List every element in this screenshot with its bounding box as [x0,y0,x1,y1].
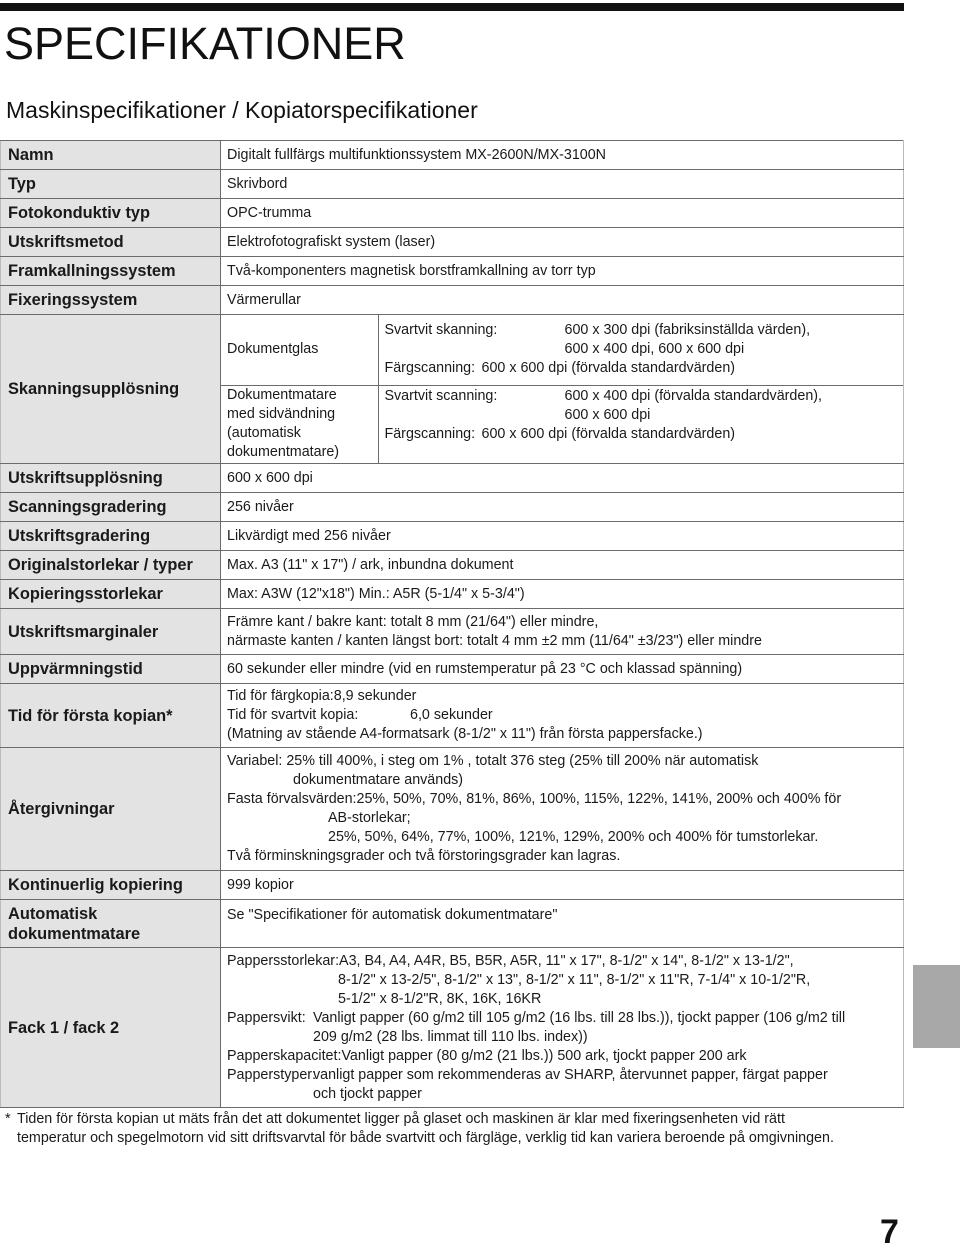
spec-row-fack [1,948,904,1108]
spec-label: Namn [1,141,221,170]
spec-row-uppvarmning [1,655,904,684]
spec-row-framkallning [1,257,904,286]
page-title: SPECIFIKATIONER [4,18,406,69]
spec-label: Fixeringssystem [1,286,221,315]
spec-value: Max. A3 (11" x 17") / ark, inbundna dokument [221,551,904,580]
spec-row-fotokonduktiv [1,199,904,228]
scan-row-glas [221,315,903,385]
spec-row-skanning [1,315,904,464]
spec-value: 600 x 600 dpi [221,464,904,493]
spec-value: Max: A3W (12"x18") Min.: A5R (5-1/4" x 5-3/4") [221,580,904,609]
spec-value: Likvärdigt med 256 nivåer [221,522,904,551]
spec-row-fixering [1,286,904,315]
spec-value: Skrivbord [221,170,904,199]
spec-label: Uppvärmningstid [1,655,221,684]
spec-label: Framkallningssystem [1,257,221,286]
spec-value: Variabel: 25% till 400%, i steg om 1% , totalt 376 steg (25% till 200% när automatisk dokumentmatare används) Fasta förvalsvärden:25%, 50%, 70%, 81%, 86%, 100%, 115%, 122%, 141%, 200% och 400% för AB-storlekar; 25%, 50%, 64%, 77%, 100%, 121%, 129%, 200% och 400% för tumstorlekar. Två förminskningsgrader och två förstoringsgrader kan lagras. [221,748,904,871]
spec-value: Se "Specifikationer för automatisk dokumentmatare" [221,900,904,948]
section-subtitle: Maskinspecifikationer / Kopiatorspecifikationer [6,97,478,123]
scan-source: Dokumentmatare med sidvändning (automatisk dokumentmatare) [221,385,378,463]
spec-label: Typ [1,170,221,199]
footnote [5,1110,905,1148]
spec-label: Tid för första kopian* [1,684,221,748]
scan-resolutions [378,315,903,385]
spec-row-utskriftsgradering [1,522,904,551]
text-line: 600 x 600 dpi [564,406,651,423]
text-line: Färgscanning: 600 x 600 dpi (förvalda standardvärden) [384,425,736,442]
spec-row-automatisk [1,900,904,948]
spec-value: 999 kopior [221,871,904,900]
page-number: 7 [880,1213,899,1249]
chapter-tab [913,965,960,1048]
spec-label: Kopieringsstorlekar [1,580,221,609]
spec-label: Automatisk dokumentmatare [1,900,221,948]
spec-row-utskriftsupplosning [1,464,904,493]
spec-label: Kontinuerlig kopiering [1,871,221,900]
spec-row-atergivningar [1,748,904,871]
spec-row-marginaler [1,609,904,655]
spec-value: Främre kant / bakre kant: totalt 8 mm (21/64") eller mindre, närmaste kanten / kanten längst bort: totalt 4 mm ±2 mm (11/64" ±3/23") eller mindre [221,609,904,655]
spec-value: Pappersstorlekar:A3, B4, A4, A4R, B5, B5R, A5R, 11" x 17", 8-1/2" x 14", 8-1/2" x 13-1/2", 8-1/2" x 13-2/5", 8-1/2" x 13", 8-1/2" x 11", 8-1/2" x 11"R, 7-1/4" x 10-1/2"R, 5-1/2" x 8-1/2"R, 8K, 16K, 16KR Pappersvikt: Vanligt papper (60 g/m2 till 105 g/m2 (16 lbs. till 28 lbs.)), tjockt papper (106 g/m2 till 209 g/m2 (28 lbs. limmat till 110 lbs. index)) Papperskapacitet:Vanligt papper (80 g/m2 (21 lbs.)) 500 ark, tjockt papper 200 ark Papperstyper:vanligt papper som rekommenderas av SHARP, återvunnet papper, färgat papper och tjockt papper [221,948,904,1108]
spec-value: 256 nivåer [221,493,904,522]
header-rule [0,3,904,11]
scan-row-adf [221,385,903,463]
spec-value: Värmerullar [221,286,904,315]
footnote-line: temperatur och spegelmotorn vid sitt driftsvarvtal för både svartvitt och färgläge, verklig tid kan variera beroende på omgivningen. [17,1130,834,1146]
spec-label: Skanningsupplösning [1,315,221,464]
text-line: Färgscanning: 600 x 600 dpi (förvalda standardvärden) [384,360,736,377]
spec-label: Utskriftsmetod [1,228,221,257]
spec-row-kopieringsstorlekar [1,580,904,609]
spec-row-kontinuerlig [1,871,904,900]
spec-value: Elektrofotografiskt system (laser) [221,228,904,257]
spec-value: 60 sekunder eller mindre (vid en rumstemperatur på 23 °C och klassad spänning) [221,655,904,684]
footnote-line: Tiden för första kopian ut mäts från det att dokumentet ligger på glaset och maskinen är klar med fixeringsenheten vid rätt [17,1111,785,1127]
footnote-marker: * [5,1111,11,1127]
spec-label: Scanningsgradering [1,493,221,522]
spec-label: Utskriftsupplösning [1,464,221,493]
spec-row-originalstorlekar [1,551,904,580]
spec-label: Utskriftsmarginaler [1,609,221,655]
spec-table [0,140,904,1108]
spec-row-utskriftsmetod [1,228,904,257]
scan-resolutions [378,385,903,463]
spec-value: Digitalt fullfärgs multifunktionssystem MX-2600N/MX-3100N [221,141,904,170]
spec-label: Originalstorlekar / typer [1,551,221,580]
spec-label: Utskriftsgradering [1,522,221,551]
scan-resolution-table [221,315,903,463]
spec-label: Återgivningar [1,748,221,871]
spec-value: OPC-trumma [221,199,904,228]
spec-row-scanningsgradering [1,493,904,522]
scan-resolution-cell [221,315,904,464]
spec-value: Tid för färgkopia:8,9 sekunder Tid för svartvit kopia: 6,0 sekunder (Matning av stående A4-formatsark (8-1/2" x 11") från första pappersfacke.) [221,684,904,748]
spec-row-typ [1,170,904,199]
text-line: Svartvit skanning: 600 x 300 dpi (fabriksinställda värden), [384,322,811,339]
scan-source: Dokumentglas [221,315,378,385]
spec-label: Fotokonduktiv typ [1,199,221,228]
text-line: Svartvit scanning: 600 x 400 dpi (förvalda standardvärden), [384,387,823,404]
text-line: 600 x 400 dpi, 600 x 600 dpi [564,341,745,358]
spec-row-forsta-kopian [1,684,904,748]
spec-label: Fack 1 / fack 2 [1,948,221,1108]
spec-row-namn [1,141,904,170]
spec-value: Två-komponenters magnetisk borstframkallning av torr typ [221,257,904,286]
